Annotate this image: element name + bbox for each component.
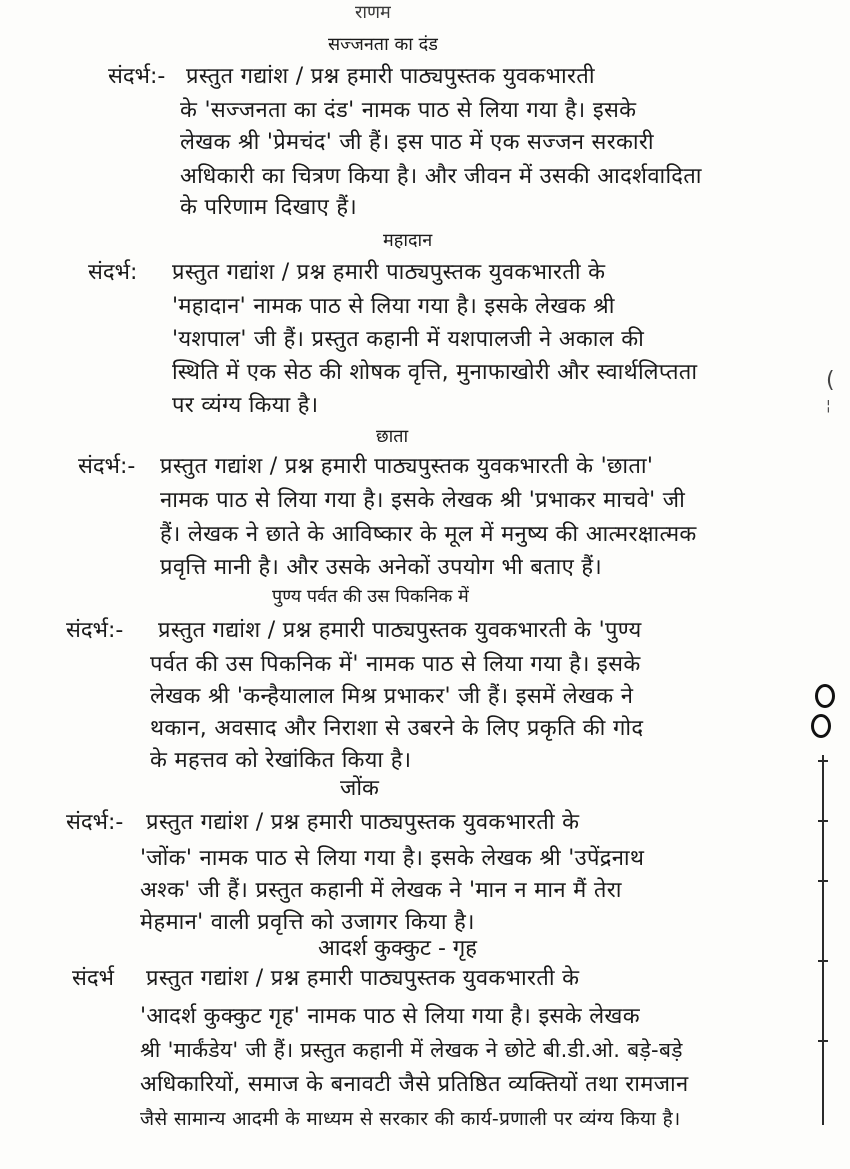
section-line: अधिकारियों, समाज के बनावटी जैसे प्रतिष्ठित व्यक्तियों तथा रामजान — [140, 1072, 689, 1097]
margin-mark: ¦ — [826, 398, 831, 414]
section-line: 'जोंक' नामक पाठ से लिया गया है। इसके लेखक श्री 'उपेंद्रनाथ — [140, 846, 645, 871]
section-label: संदर्भ:- — [78, 454, 136, 479]
margin-tick — [818, 1040, 828, 1042]
section-line: स्थिति में एक सेठ की शोषक वृत्ति, मुनाफाखोरी और स्वार्थलिप्तता — [172, 360, 698, 385]
section-line: प्रस्तुत गद्यांश / प्रश्न हमारी पाठ्यपुस्तक युवकभारती — [186, 64, 595, 89]
section-line: मेहमान' वाली प्रवृत्ति को उजागर किया है। — [140, 910, 475, 935]
section-title: महादान — [383, 230, 433, 251]
margin-tick — [818, 760, 828, 762]
section-line: प्रवृत्ति मानी है। और उसके अनेकों उपयोग भी बताए हैं। — [160, 555, 603, 580]
section-line: प्रस्तुत गद्यांश / प्रश्न हमारी पाठ्यपुस्तक युवकभारती के — [146, 810, 580, 835]
section-line: नामक पाठ से लिया गया है। इसके लेखक श्री 'प्रभाकर माचवे' जी — [160, 488, 686, 513]
margin-tick — [818, 880, 828, 882]
section-line: के 'सज्जनता का दंड' नामक पाठ से लिया गया है। इसके — [180, 98, 637, 123]
margin-tick — [818, 820, 828, 822]
page-header: राणम — [355, 2, 391, 23]
section-title: पुण्य पर्वत की उस पिकनिक में — [272, 586, 469, 607]
section-line: 'महादान' नामक पाठ से लिया गया है। इसके लेखक श्री — [172, 294, 615, 319]
section-line: लेखक श्री 'प्रेमचंद' जी हैं। इस पाठ में एक सज्जन सरकारी — [180, 130, 654, 155]
section-line: प्रस्तुत गद्यांश / प्रश्न हमारी पाठ्यपुस्तक युवकभारती के — [172, 260, 606, 285]
margin-line — [822, 755, 824, 1125]
section-line: अश्क' जी हैं। प्रस्तुत कहानी में लेखक ने 'मान न मान मैं तेरा — [140, 878, 622, 903]
section-label: संदर्भ — [72, 966, 115, 991]
section-title: जोंक — [340, 776, 379, 801]
punch-hole-mark — [815, 684, 835, 708]
section-line: श्री 'मार्कंडेय' जी हैं। प्रस्तुत कहानी में लेखक ने छोटे बी.डी.ओ. बड़े-बड़े — [140, 1038, 683, 1062]
section-line: जैसे सामान्य आदमी के माध्यम से सरकार की कार्य-प्रणाली पर व्यंग्य किया है। — [140, 1108, 681, 1130]
section-line: लेखक श्री 'कन्हैयालाल मिश्र प्रभाकर' जी हैं। इसमें लेखक ने — [150, 684, 634, 709]
margin-tick — [818, 960, 828, 962]
section-label: संदर्भ:- — [66, 810, 124, 835]
section-line: 'आदर्श कुक्कुट गृह' नामक पाठ से लिया गया है। इसके लेखक — [140, 1004, 640, 1029]
section-line: प्रस्तुत गद्यांश / प्रश्न हमारी पाठ्यपुस्तक युवकभारती के 'पुण्य — [158, 618, 642, 643]
section-line: प्रस्तुत गद्यांश / प्रश्न हमारी पाठ्यपुस्तक युवकभारती के 'छाता' — [160, 454, 654, 479]
margin-mark: ( — [826, 368, 835, 393]
section-line: के परिणाम दिखाए हैं। — [180, 195, 357, 220]
section-line: हैं। लेखक ने छाते के आविष्कार के मूल में मनुष्य की आत्मरक्षात्मक — [160, 522, 697, 547]
section-label: संदर्भ: — [88, 260, 138, 285]
section-line: के महत्तव को रेखांकित किया है। — [150, 748, 412, 773]
section-title: छाता — [376, 426, 409, 447]
section-line: 'यशपाल' जी हैं। प्रस्तुत कहानी में यशपालजी ने अकाल की — [172, 327, 645, 352]
section-line: थकान, अवसाद और निराशा से उबरने के लिए प्रकृति की गोद — [150, 716, 644, 741]
section-line: प्रस्तुत गद्यांश / प्रश्न हमारी पाठ्यपुस्तक युवकभारती के — [146, 966, 580, 991]
section-title: आदर्श कुक्कुट - गृह — [318, 936, 477, 961]
section-label: संदर्भ:- — [108, 64, 166, 89]
section-line: पर्वत की उस पिकनिक में' नामक पाठ से लिया गया है। इसके — [150, 652, 641, 677]
section-line: पर व्यंग्य किया है। — [172, 393, 319, 418]
section-title: सज्जनता का दंड — [328, 34, 438, 55]
punch-hole-mark — [811, 714, 831, 738]
section-label: संदर्भ:- — [66, 618, 124, 643]
section-line: अधिकारी का चित्रण किया है। और जीवन में उसकी आदर्शवादिता — [180, 164, 702, 189]
